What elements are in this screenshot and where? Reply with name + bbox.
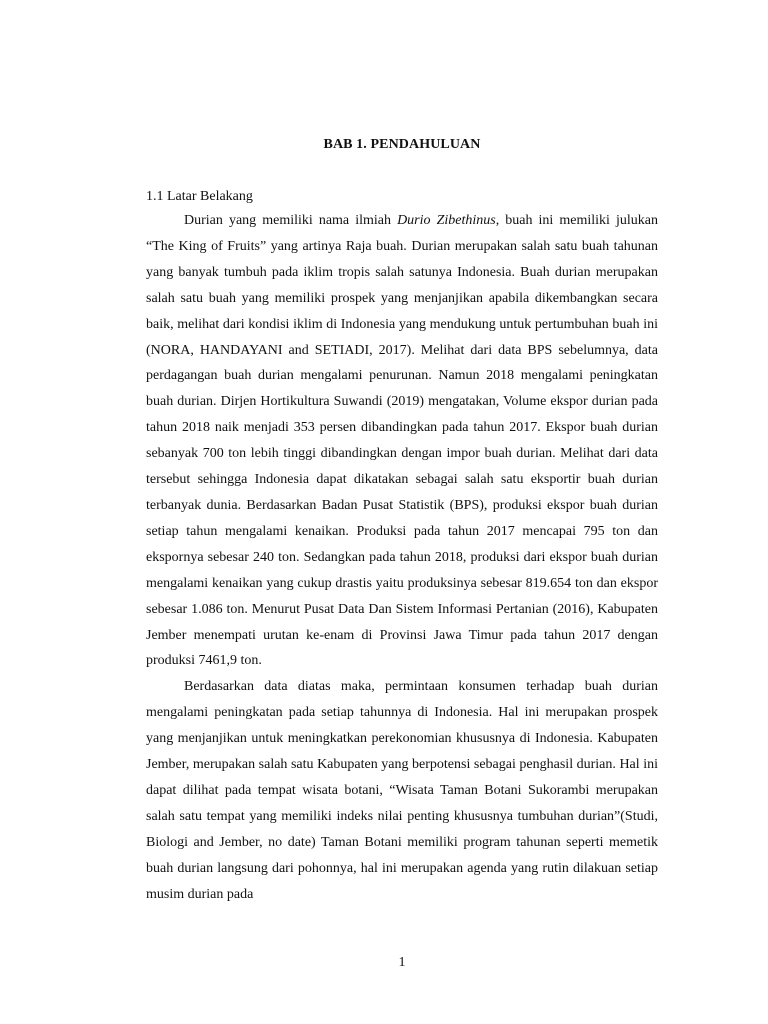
paragraph-2: Berdasarkan data diatas maka, permintaan konsumen terhadap buah durian mengalami peningkatan pada setiap tahunnya di Indonesia. Hal ini merupakan prospek yang menjanjikan untuk meningkatkan perekonomian khususnya di Indonesia. Kabupaten Jember, merupakan salah satu Kabupaten yang berpotensi sebagai penghasil durian. Hal ini dapat dilihat pada tempat wisata botani, “Wisata Taman Botani Sukorambi merupakan salah satu tempat yang memiliki indeks nilai penting khususnya tumbuhan durian”(Studi, Biologi and Jember, no date) Taman Botani memiliki program tahunan seperti memetik buah durian langsung dari pohonnya, hal ini merupakan agenda yang rutin dilakuan setiap musim durian pada — [146, 679, 658, 902]
section-heading: 1.1 Latar Belakang — [146, 189, 253, 204]
paragraph-1 — [146, 208, 658, 674]
paragraph-1-intro: Durian yang memiliki nama ilmiah — [184, 213, 398, 228]
page-number: 1 — [398, 955, 406, 970]
scientific-name: Durio Zibethinus — [397, 213, 496, 228]
body-text — [146, 208, 658, 907]
paragraph-1-rest: , buah ini memiliki julukan “The King of Fruits” yang artinya Raja buah. Durian merupakan salah satu buah tahunan yang banyak tumbuh pada iklim tropis salah satunya Indonesia. Buah durian merupakan salah satu buah yang memiliki prospek yang menjanjikan apabila dikembangkan secara baik, melihat dari kondisi iklim di Indonesia yang mendukung untuk pertumbuhan buah ini (NORA, HANDAYANI and SETIADI, 2017). Melihat dari data BPS sebelumnya, data perdagangan buah durian mengalami penurunan. Namun 2018 mengalami peningkatan buah durian. Dirjen Hortikultura Suwandi (2019) mengatakan, Volume ekspor durian pada tahun 2018 naik menjadi 353 persen dibandingkan pada tahun 2017. Ekspor buah durian sebanyak 700 ton lebih tinggi dibandingkan dengan impor buah durian. Melihat dari data tersebut sehingga Indonesia dapat dikatakan sebagai salah satu eksportir buah durian terbanyak dunia. Berdasarkan Badan Pusat Statistik (BPS), produksi ekspor buah durian setiap tahun mengalami kenaikan. Produksi pada tahun 2017 mencapai 795 ton dan ekspornya sebesar 240 ton. Sedangkan pada tahun 2018, produksi dari ekspor buah durian mengalami kenaikan yang cukup drastis yaitu produksinya sebesar 819.654 ton dan ekspor sebesar 1.086 ton. Menurut Pusat Data Dan Sistem Informasi Pertanian (2016), Kabupaten Jember menempati urutan ke-enam di Provinsi Jawa Timur pada tahun 2017 dengan produksi 7461,9 ton. — [146, 213, 658, 669]
chapter-heading: BAB 1. PENDAHULUAN — [323, 137, 481, 152]
